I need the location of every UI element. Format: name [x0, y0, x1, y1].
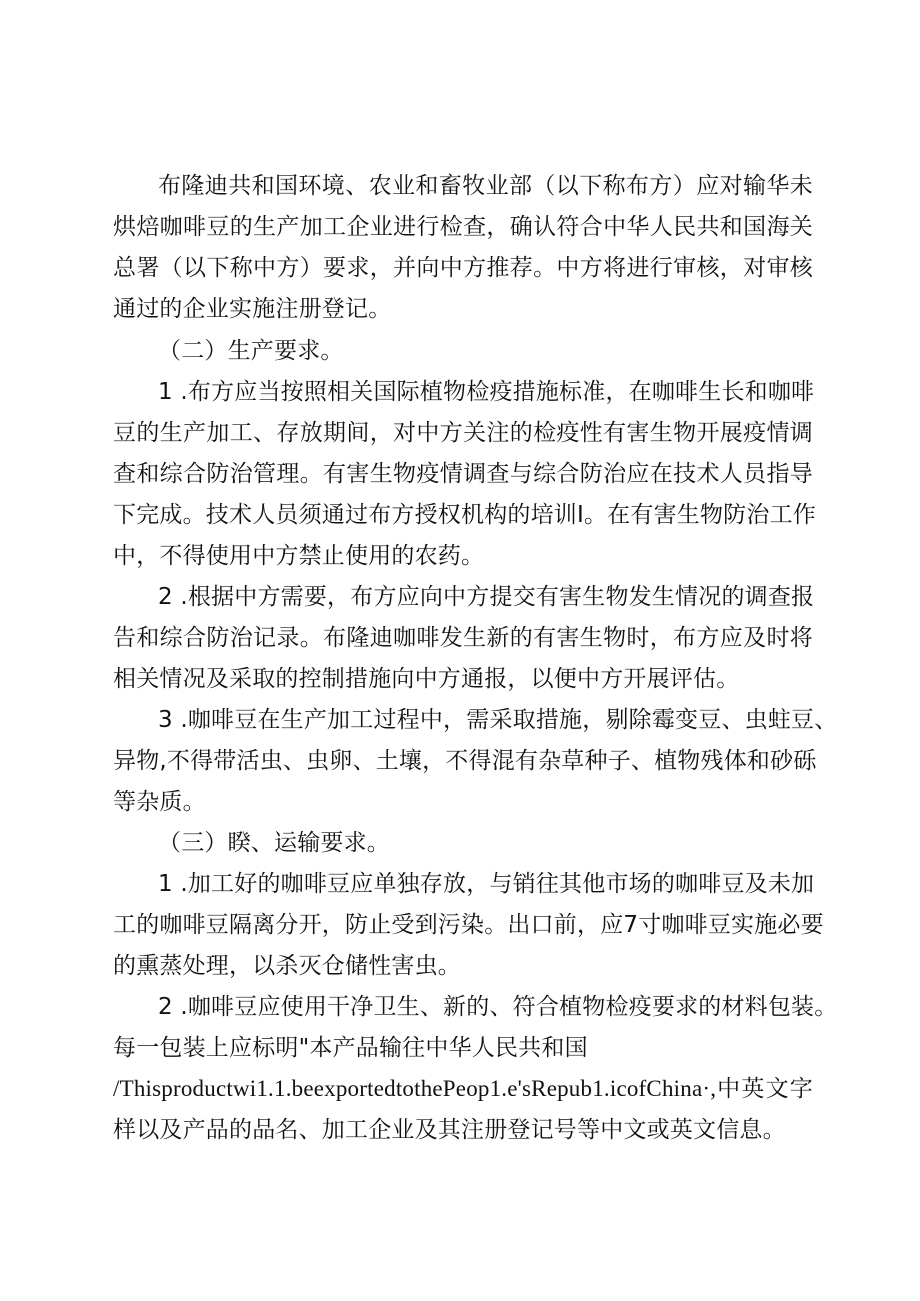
paragraph-6-line-4: 样以及产品的品名、加工企业及其注册登记号等中文或英文信息。 [113, 1117, 786, 1143]
paragraph-2-line-3: 查和综合防治管理。有害生物疫情调查与综合防治应在技术人员指导 [113, 461, 813, 487]
paragraph-2-line-2: 豆的生产加工、存放期间，对中方关注的检疫性有害生物开展疫情调 [113, 420, 813, 446]
paragraph-6-line-1: 2 .咖啡豆应使用干净卫生、新的、符合植物检疫要求的材料包装。 [158, 994, 838, 1020]
paragraph-6-line-3: /Thisproductwi1.1.beexportedtothePeop1.e'sRepub1.icofChina·,中英文字 [113, 1076, 813, 1101]
paragraph-4-line-2: 异物,不得带活虫、虫卵、土壤，不得混有杂草种子、植物残体和砂砾 [113, 748, 817, 774]
paragraph-4-line-3: 等杂质。 [113, 789, 206, 815]
paragraph-1-line-2: 烘焙咖啡豆的生产加工企业进行检查，确认符合中华人民共和国海关 [113, 214, 813, 240]
paragraph-2-line-4: 下完成。技术人员须通过布方授权机构的培训I。在有害生物防治工作 [113, 502, 816, 528]
paragraph-4-line-1: 3 .咖啡豆在生产加工过程中，需采取措施，剔除霉变豆、虫蛀豆、 [158, 707, 838, 733]
paragraph-5-line-3: 的熏蒸处理，以杀灭仓储性害虫。 [113, 953, 461, 979]
paragraph-5-line-1: 1 .加工好的咖啡豆应单独存放，与销往其他市场的咖啡豆及未加 [158, 871, 815, 897]
paragraph-1-line-3: 总署（以下称中方）要求，并向中方推荐。中方将进行审核，对审核 [113, 255, 813, 281]
paragraph-5-line-2: 工的咖啡豆隔离分开，防止受到污染。出口前，应7寸咖啡豆实施必要 [113, 912, 824, 938]
section-heading-production: （二）生产要求。 [158, 338, 344, 364]
paragraph-2-line-1: 1 .布方应当按照相关国际植物检疫措施标准，在咖啡生长和咖啡 [158, 379, 815, 405]
paragraph-3-line-3: 相关情况及采取的控制措施向中方通报，以便中方开展评估。 [113, 666, 740, 692]
paragraph-1-line-4: 通过的企业实施注册登记。 [113, 296, 392, 322]
paragraph-6-line-2: 每一包装上应标明"本产品输往中华人民共和国 [113, 1035, 588, 1061]
paragraph-3-line-2: 告和综合防治记录。布隆迪咖啡发生新的有害生物时，布方应及时将 [113, 625, 813, 651]
paragraph-3-line-1: 2 .根据中方需要，布方应向中方提交有害生物发生情况的调查报 [158, 584, 815, 610]
section-heading-storage-transport: （三）睽、运输要求。 [158, 830, 390, 856]
paragraph-1-line-1: 布隆迪共和国环境、农业和畜牧业部（以下称布方）应对输华未 [158, 173, 813, 199]
paragraph-2-line-5: 中，不得使用中方禁止使用的农药。 [113, 543, 485, 569]
